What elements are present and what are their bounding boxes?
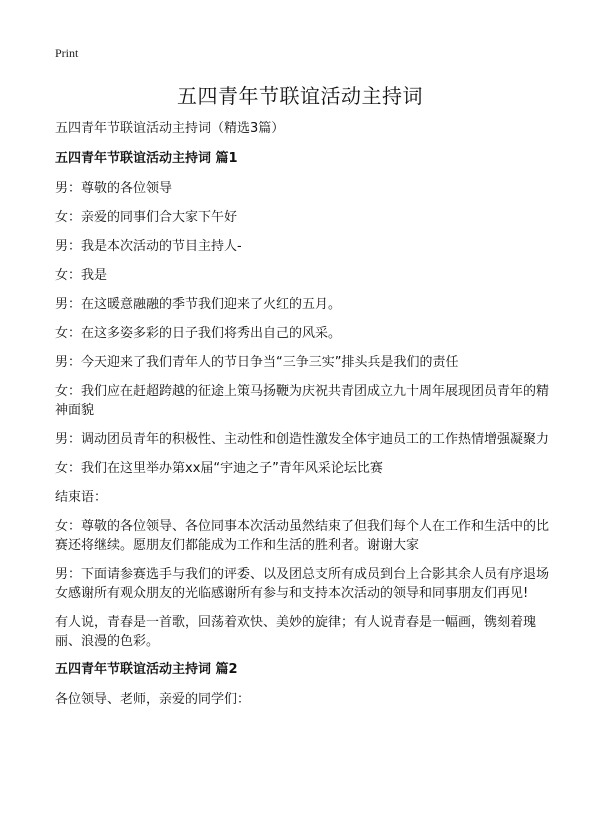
paragraph: 女：亲爱的同事们合大家下午好 (55, 210, 238, 225)
paragraph: 男：我是本次活动的节目主持人- (55, 239, 242, 254)
closing-label: 结束语： (55, 490, 108, 505)
paragraph: 女：我们在这里举办第xx届“宇迪之子”青年风采论坛比赛 (55, 461, 383, 476)
paragraph: 女：我是 (55, 268, 108, 283)
paragraph: 女：我们应在赶超跨越的征途上策马扬鞭为庆祝共青团成立九十周年展现团员青年的精神面貌 (55, 384, 550, 418)
paragraph: 有人说，青春是一首歌，回荡着欢快、美妙的旋律；有人说青春是一幅画，镌刻着瑰丽、浪漫的色彩。 (55, 615, 537, 649)
section-heading: 五四青年节联谊活动主持词 篇2 (55, 662, 238, 677)
document-subtitle: 五四青年节联谊活动主持词（精选3篇） (55, 121, 285, 136)
print-link[interactable]: Print (55, 46, 79, 60)
paragraph: 男：在这暖意融融的季节我们迎来了火红的五月。 (55, 297, 342, 312)
paragraph: 男：下面请参赛选手与我们的评委、以及团总支所有成员到台上合影其余人员有序退场女感谢所有观众朋友的光临感谢所有参与和支持本次活动的领导和同事朋友们再见! (55, 567, 550, 601)
document-title: 五四青年节联谊活动主持词 (177, 84, 423, 108)
paragraph: 男：调动团员青年的积极性、主动性和创造性激发全体宇迪员工的工作热情增强凝聚力 (55, 432, 550, 447)
paragraph: 男：今天迎来了我们青年人的节日争当“三争三实”排头兵是我们的责任 (55, 355, 459, 370)
paragraph: 各位领导、老师，亲爱的同学们： (55, 692, 251, 707)
document-body (55, 120, 555, 719)
section-heading: 五四青年节联谊活动主持词 篇1 (55, 151, 238, 166)
paragraph: 女：尊敬的各位领导、各位同事本次活动虽然结束了但我们每个人在工作和生活中的比赛还将继续。愿朋友们都能成为工作和生活的胜利者。谢谢大家 (55, 519, 550, 553)
paragraph: 男：尊敬的各位领导 (55, 181, 173, 196)
paragraph: 女：在这多姿多彩的日子我们将秀出自己的风采。 (55, 326, 342, 341)
